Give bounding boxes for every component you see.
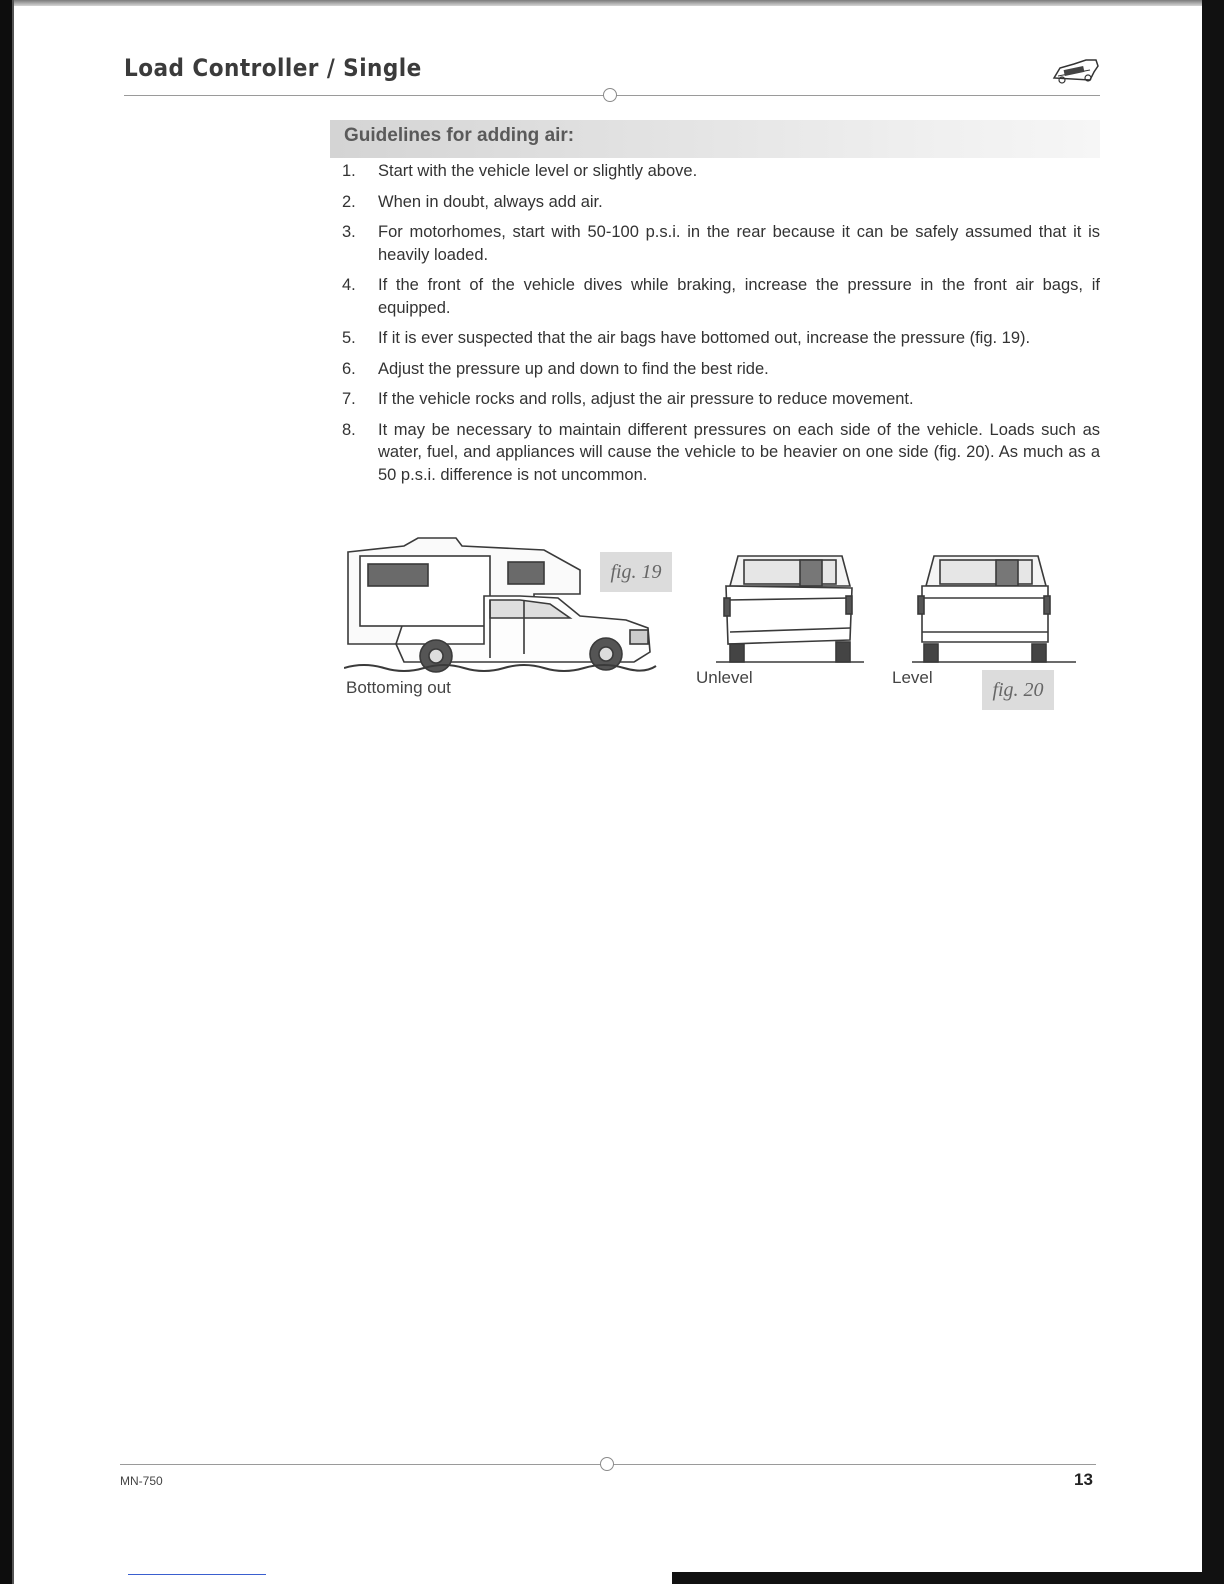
caption-bottoming-out: Bottoming out bbox=[346, 678, 451, 697]
list-item-text: It may be necessary to maintain different pressures on each side of the vehicle. Loads such as water, fuel, and appliances will cause the vehicle to be heavier on one side (fig. 20). As much as a 50 p.s.i. difference is not uncommon. bbox=[378, 420, 1100, 484]
list-item-text: Adjust the pressure up and down to find the best ride. bbox=[378, 359, 769, 378]
list-item-number: 6. bbox=[342, 359, 356, 378]
page-number: 13 bbox=[1074, 1470, 1093, 1489]
caption-unlevel: Unlevel bbox=[696, 668, 753, 687]
list-item-number: 3. bbox=[342, 223, 356, 241]
list-item-text: If the front of the vehicle dives while braking, increase the pressure in the front air bags, if equipped. bbox=[378, 276, 1100, 317]
list-item-number: 1. bbox=[342, 162, 356, 180]
list-item bbox=[342, 160, 1100, 183]
list-item bbox=[342, 274, 1100, 319]
list-item-text: For motorhomes, start with 50-100 p.s.i. in the rear because it can be safely assumed that it is heavily loaded. bbox=[378, 223, 1100, 264]
link-underline bbox=[128, 1574, 266, 1575]
scan-right-edge bbox=[1202, 0, 1224, 1584]
list-item-text: Start with the vehicle level or slightly above. bbox=[378, 162, 698, 180]
list-item-number: 2. bbox=[342, 192, 356, 211]
list-item bbox=[342, 419, 1100, 487]
header-rule-circle bbox=[603, 88, 617, 102]
caption-level: Level bbox=[892, 668, 933, 687]
list-item-number: 7. bbox=[342, 390, 356, 408]
guidelines-list bbox=[342, 160, 1100, 486]
level-truck-illustration bbox=[912, 548, 1076, 666]
list-item-number: 8. bbox=[342, 420, 356, 439]
list-item bbox=[342, 327, 1100, 350]
list-item bbox=[342, 221, 1100, 266]
list-item bbox=[342, 358, 1100, 381]
page-title: Load Controller / Single bbox=[124, 54, 422, 82]
list-item-text: When in doubt, always add air. bbox=[378, 192, 603, 211]
section-title: Guidelines for adding air: bbox=[344, 125, 575, 146]
scan-left-edge-shadow bbox=[12, 0, 14, 1584]
fig-19-label: fig. 19 bbox=[600, 552, 672, 592]
list-item-number: 5. bbox=[342, 329, 356, 347]
unlevel-truck-illustration bbox=[716, 548, 864, 666]
document-number: MN-750 bbox=[120, 1474, 163, 1488]
list-item bbox=[342, 388, 1100, 411]
list-item bbox=[342, 191, 1100, 214]
list-item-text: If it is ever suspected that the air bags have bottomed out, increase the pressure (fig. 19). bbox=[378, 329, 1031, 347]
footer-rule-circle bbox=[600, 1457, 614, 1471]
fig-20-label: fig. 20 bbox=[982, 670, 1054, 710]
list-item-number: 4. bbox=[342, 276, 356, 294]
scan-left-edge bbox=[0, 0, 12, 1584]
list-item-text: If the vehicle rocks and rolls, adjust the air pressure to reduce movement. bbox=[378, 390, 914, 408]
scan-bottom-edge bbox=[672, 1572, 1224, 1584]
air-lift-logo-icon bbox=[1050, 56, 1102, 86]
scan-top-edge bbox=[0, 0, 1224, 6]
